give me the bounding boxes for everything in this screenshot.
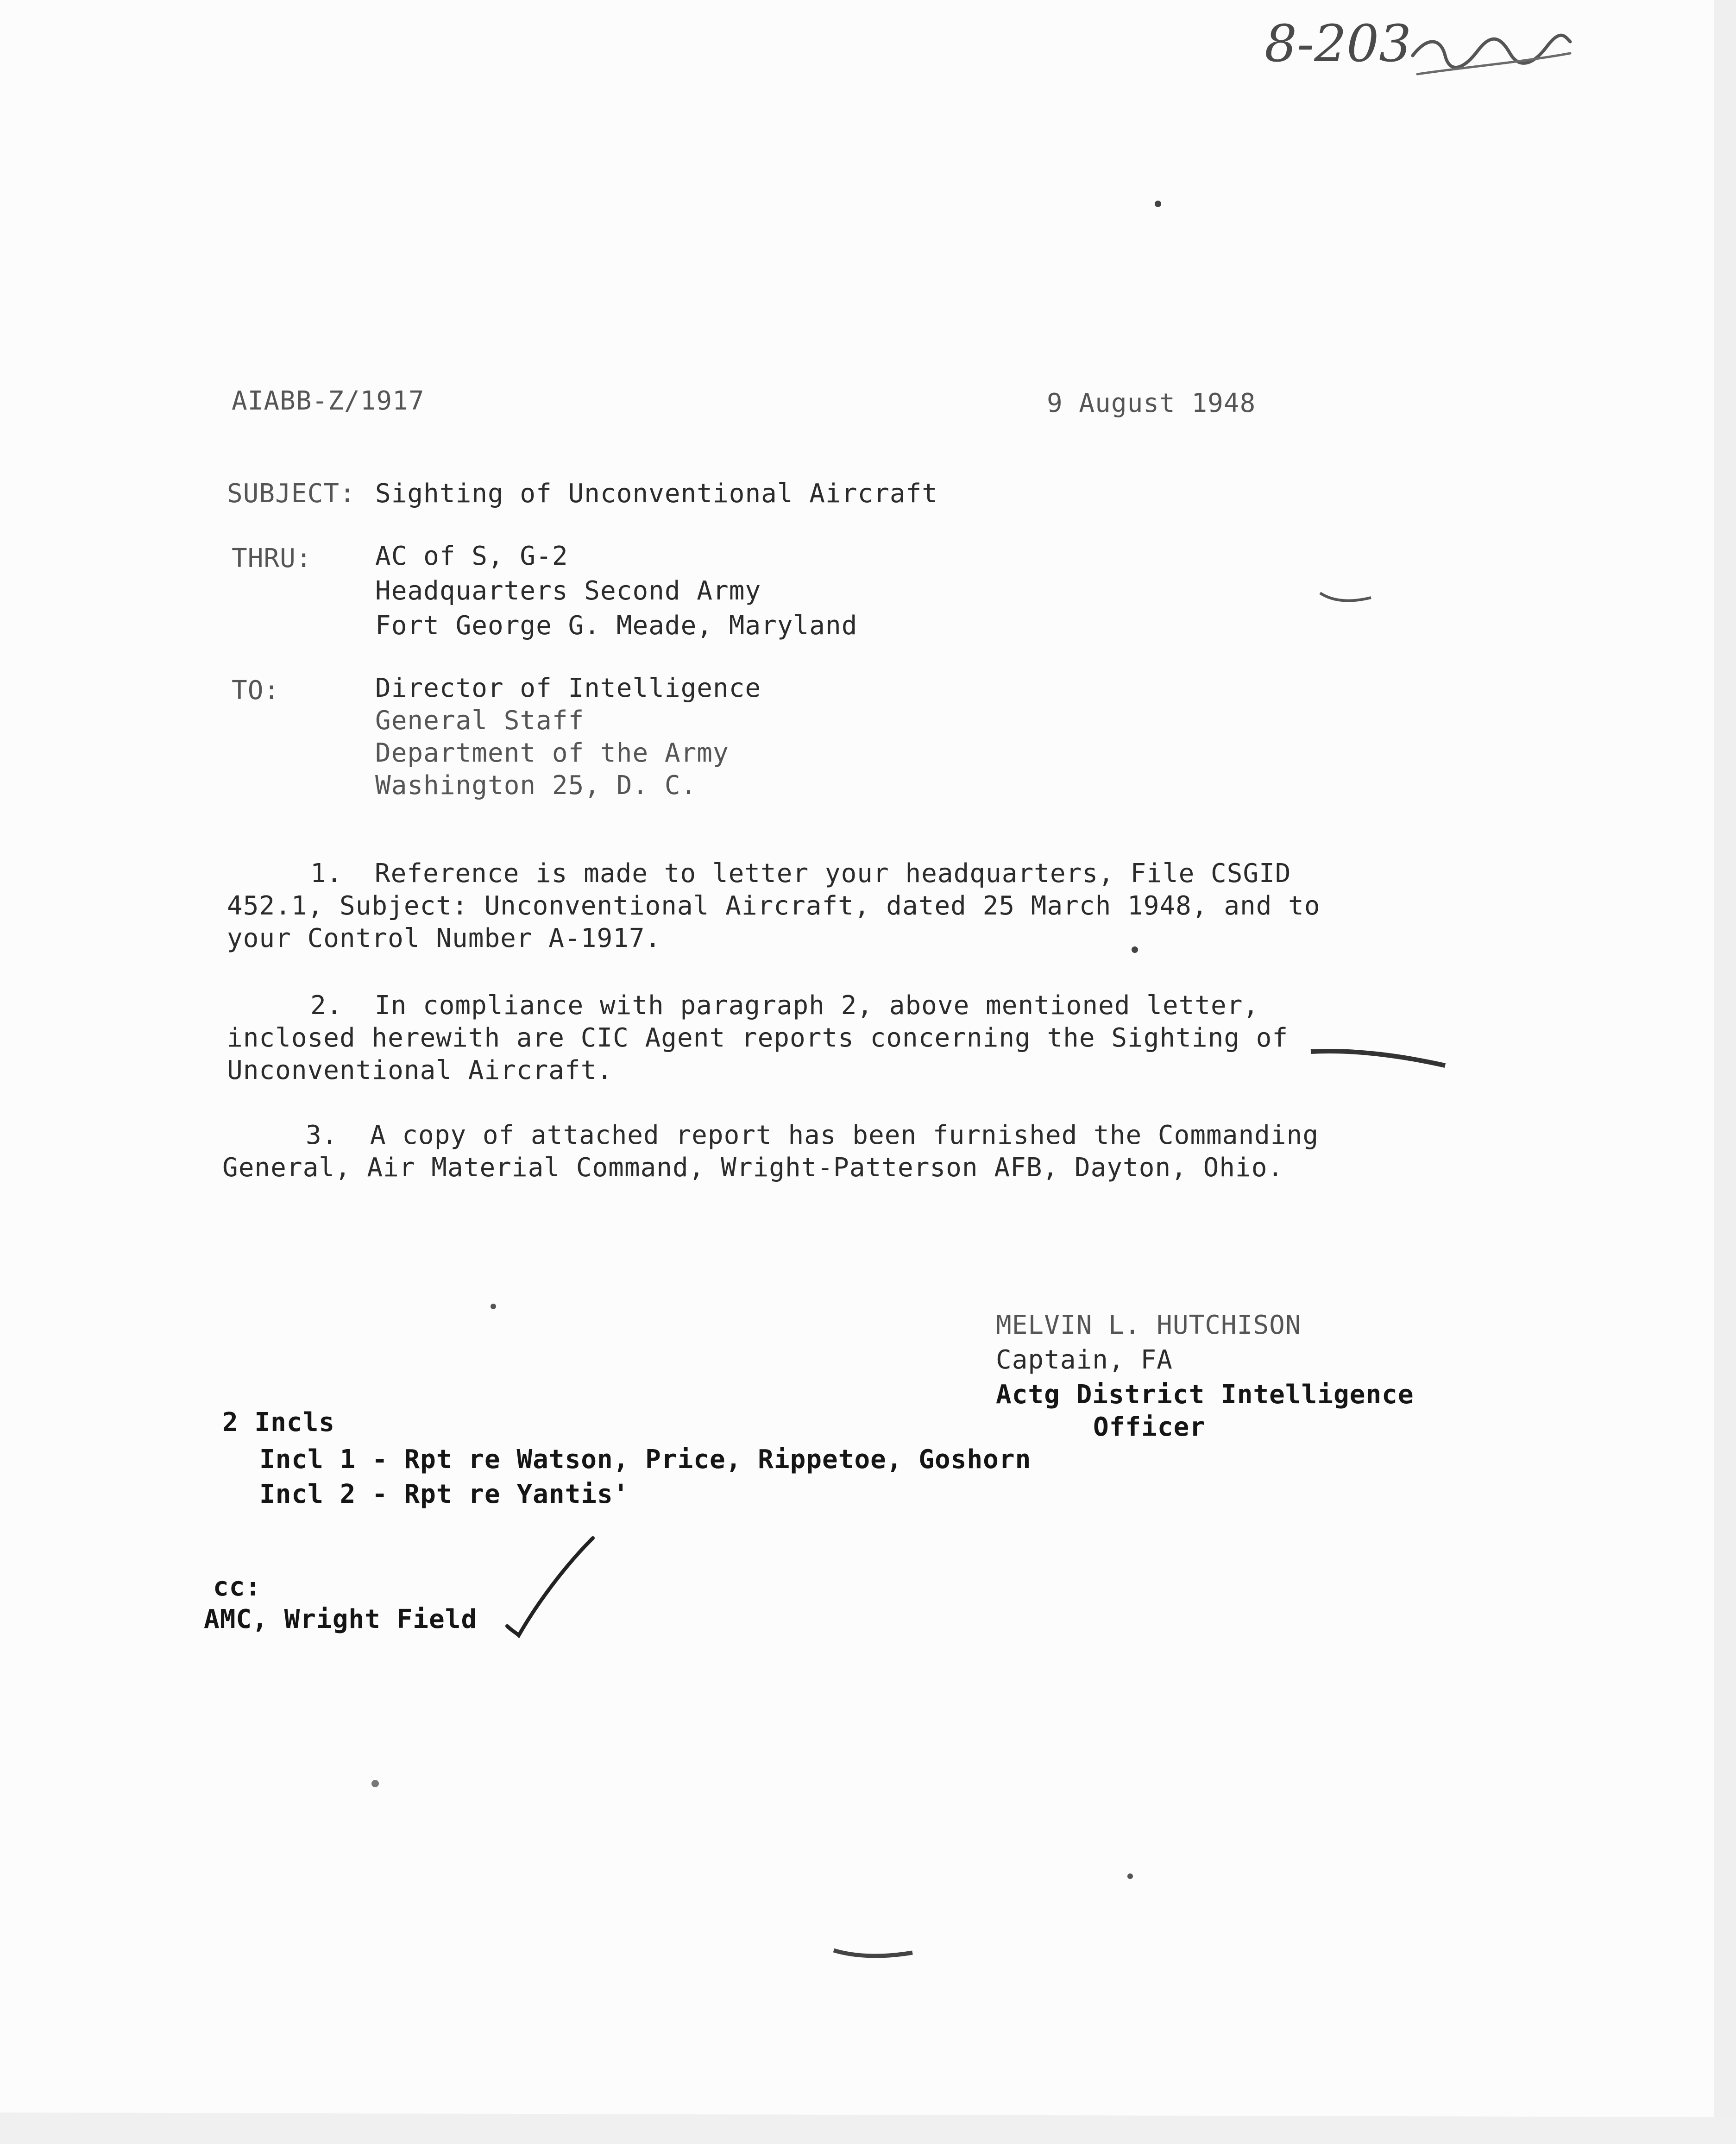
handwritten-file-number: 8-203	[1264, 14, 1412, 73]
thru-label: THRU:	[232, 543, 312, 574]
paragraph-3-line: 3. A copy of attached report has been furnished the Commanding	[306, 1120, 1319, 1150]
check-mark	[500, 1533, 602, 1640]
subject-label: SUBJECT:	[227, 479, 356, 509]
to-label: TO:	[232, 675, 280, 706]
paragraph-2-line: inclosed herewith are CIC Agent reports concerning the Sighting of	[227, 1023, 1289, 1053]
thru-line: Fort George G. Meade, Maryland	[375, 611, 858, 641]
inclosures-header: 2 Incls	[222, 1407, 335, 1438]
inclosure-item: Incl 1 - Rpt re Watson, Price, Rippetoe, Goshorn	[259, 1444, 1032, 1475]
file-reference: AIABB-Z/1917	[232, 386, 425, 416]
signature-title: Actg District Intelligence	[996, 1380, 1414, 1410]
to-line: Washington 25, D. C.	[375, 770, 697, 801]
paragraph-2-line: Unconventional Aircraft.	[227, 1055, 613, 1085]
to-line: Department of the Army	[375, 738, 729, 768]
signature-title-cont: Officer	[1093, 1412, 1206, 1442]
paragraph-1-line: your Control Number A-1917.	[227, 923, 661, 953]
cc-text: AMC, Wright Field	[204, 1604, 478, 1634]
to-line: Director of Intelligence	[375, 673, 761, 703]
paragraph-1-line: 1. Reference is made to letter your headquarters, File CSGID	[310, 858, 1291, 889]
thru-line: Headquarters Second Army	[375, 576, 761, 606]
paragraph-3-line: General, Air Material Command, Wright-Patterson AFB, Dayton, Ohio.	[222, 1153, 1284, 1183]
thru-line: AC of S, G-2	[375, 541, 568, 571]
cc-label: cc:	[213, 1572, 262, 1602]
inclosure-item: Incl 2 - Rpt re Yantis'	[259, 1479, 629, 1509]
paragraph-1-line: 452.1, Subject: Unconventional Aircraft, dated 25 March 1948, and to	[227, 891, 1321, 921]
subject-text: Sighting of Unconventional Aircraft	[375, 479, 938, 509]
signature-rank: Captain, FA	[996, 1345, 1173, 1375]
paragraph-2-line: 2. In compliance with paragraph 2, above mentioned letter,	[310, 990, 1259, 1021]
letter-date: 9 August 1948	[1047, 388, 1256, 418]
signature-name: MELVIN L. HUTCHISON	[996, 1310, 1302, 1340]
to-line: General Staff	[375, 706, 585, 736]
